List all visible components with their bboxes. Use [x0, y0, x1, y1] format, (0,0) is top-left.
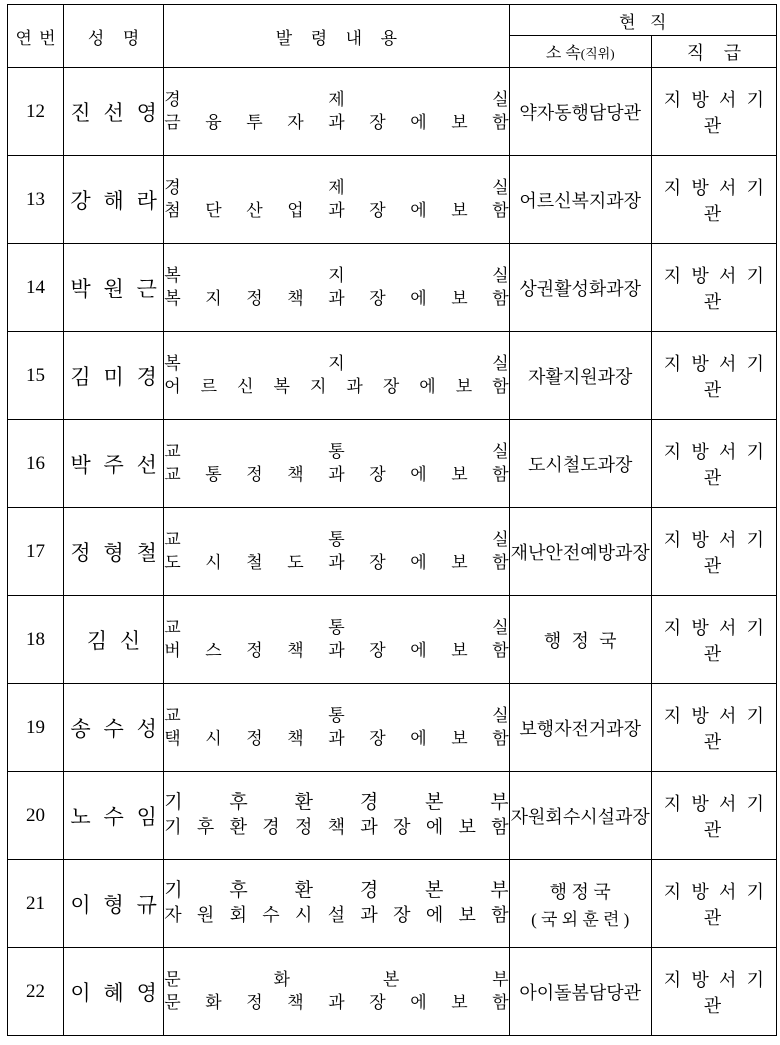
- cell-name: 정 형 철: [64, 508, 164, 596]
- cell-rank: 지 방 서 기 관: [651, 332, 776, 420]
- detail-line-1: 문 화 본 부: [164, 970, 509, 990]
- cell-rank: 지 방 서 기 관: [651, 948, 776, 1036]
- header-no: 연번: [8, 5, 64, 68]
- detail-line-2: 복 지 정 책 과 장 에 보 함: [164, 288, 509, 308]
- cell-dept: 약자동행담당관: [509, 68, 651, 156]
- header-name: 성 명: [64, 5, 164, 68]
- cell-rank: 지 방 서 기 관: [651, 860, 776, 948]
- cell-dept: 자원회수시설과장: [509, 772, 651, 860]
- cell-detail: [164, 860, 509, 948]
- detail-line-1: 교 통 실: [164, 442, 509, 462]
- table-row: [8, 68, 777, 156]
- cell-detail: [164, 508, 509, 596]
- detail-line-2: 금 융 투 자 과 장 에 보 함: [164, 112, 509, 132]
- detail-line-1: 기 후 환 경 본 부: [164, 792, 509, 814]
- table-row: [8, 420, 777, 508]
- detail-line-1: 복 지 실: [164, 266, 509, 286]
- cell-name: 노 수 임: [64, 772, 164, 860]
- table-row: [8, 156, 777, 244]
- table-row: [8, 772, 777, 860]
- cell-name: 이 혜 영: [64, 948, 164, 1036]
- cell-rank: 지 방 서 기 관: [651, 508, 776, 596]
- cell-name: 김 신: [64, 596, 164, 684]
- cell-name: 진 선 영: [64, 68, 164, 156]
- detail-line-2: 어 르 신 복 지 과 장 에 보 함: [164, 376, 509, 396]
- detail-line-1: 기 후 환 경 본 부: [164, 880, 509, 902]
- detail-line-2: 도 시 철 도 과 장 에 보 함: [164, 552, 509, 572]
- table-row: [8, 244, 777, 332]
- cell-no: 16: [8, 420, 64, 508]
- cell-name: 박 주 선: [64, 420, 164, 508]
- detail-line-2: 문 화 정 책 과 장 에 보 함: [164, 992, 509, 1012]
- cell-rank: 지 방 서 기 관: [651, 420, 776, 508]
- cell-name: 박 원 근: [64, 244, 164, 332]
- table-row: [8, 948, 777, 1036]
- cell-detail: [164, 332, 509, 420]
- table-row: [8, 684, 777, 772]
- cell-name: 송 수 성: [64, 684, 164, 772]
- cell-dept: 보행자전거과장: [509, 684, 651, 772]
- detail-line-1: 경 제 실: [164, 178, 509, 198]
- cell-dept: 재난안전예방과장: [509, 508, 651, 596]
- cell-detail: [164, 948, 509, 1036]
- detail-line-2: 기 후 환 경 정 책 과 장 에 보 함: [164, 817, 509, 838]
- detail-line-1: 교 통 실: [164, 618, 509, 638]
- cell-no: 20: [8, 772, 64, 860]
- cell-dept: 행 정 국: [509, 596, 651, 684]
- cell-no: 22: [8, 948, 64, 1036]
- cell-dept: 상권활성화과장: [509, 244, 651, 332]
- cell-detail: [164, 684, 509, 772]
- detail-line-2: 버 스 정 책 과 장 에 보 함: [164, 640, 509, 660]
- table-row: [8, 596, 777, 684]
- detail-line-1: 교 통 실: [164, 530, 509, 550]
- cell-rank: 지 방 서 기 관: [651, 156, 776, 244]
- detail-line-1: 교 통 실: [164, 706, 509, 726]
- cell-no: 21: [8, 860, 64, 948]
- header-rank: 직 급: [651, 36, 776, 68]
- appointment-table: [7, 4, 777, 1036]
- cell-dept: [509, 860, 651, 948]
- cell-rank: 지 방 서 기 관: [651, 772, 776, 860]
- cell-dept: 아이돌봄담당관: [509, 948, 651, 1036]
- cell-no: 13: [8, 156, 64, 244]
- cell-dept: 자활지원과장: [509, 332, 651, 420]
- header-dept-note: (직위): [580, 46, 615, 61]
- table-row: [8, 332, 777, 420]
- detail-line-1: 복 지 실: [164, 354, 509, 374]
- cell-dept-main: 행 정 국: [549, 881, 611, 902]
- table-body: [8, 68, 777, 1036]
- cell-no: 17: [8, 508, 64, 596]
- header-dept-label: 소 속: [545, 45, 581, 62]
- cell-detail: [164, 772, 509, 860]
- cell-detail: [164, 596, 509, 684]
- cell-name: 김 미 경: [64, 332, 164, 420]
- cell-name: 이 형 규: [64, 860, 164, 948]
- header-row-top: [8, 5, 777, 36]
- cell-detail: [164, 156, 509, 244]
- cell-dept-note: ( 국 외 훈 련 ): [531, 909, 630, 929]
- cell-detail: [164, 420, 509, 508]
- header-current-position: 현 직: [509, 5, 776, 36]
- cell-dept: 도시철도과장: [509, 420, 651, 508]
- cell-detail: [164, 244, 509, 332]
- detail-line-2: 교 통 정 책 과 장 에 보 함: [164, 464, 509, 484]
- table-header: [8, 5, 777, 68]
- cell-detail: [164, 68, 509, 156]
- cell-rank: 지 방 서 기 관: [651, 244, 776, 332]
- cell-rank: 지 방 서 기 관: [651, 68, 776, 156]
- cell-name: 강 해 라: [64, 156, 164, 244]
- cell-rank: 지 방 서 기 관: [651, 596, 776, 684]
- cell-no: 14: [8, 244, 64, 332]
- cell-no: 12: [8, 68, 64, 156]
- detail-line-2: 택 시 정 책 과 장 에 보 함: [164, 728, 509, 748]
- header-dept: [509, 36, 651, 68]
- cell-no: 15: [8, 332, 64, 420]
- header-detail: 발 령 내 용: [164, 5, 509, 68]
- detail-line-2: 첨 단 산 업 과 장 에 보 함: [164, 200, 509, 220]
- table-row: [8, 508, 777, 596]
- cell-no: 19: [8, 684, 64, 772]
- cell-dept: 어르신복지과장: [509, 156, 651, 244]
- cell-no: 18: [8, 596, 64, 684]
- detail-line-2: 자 원 회 수 시 설 과 장 에 보 함: [164, 905, 509, 926]
- cell-rank: 지 방 서 기 관: [651, 684, 776, 772]
- detail-line-1: 경 제 실: [164, 90, 509, 110]
- table-row: [8, 860, 777, 948]
